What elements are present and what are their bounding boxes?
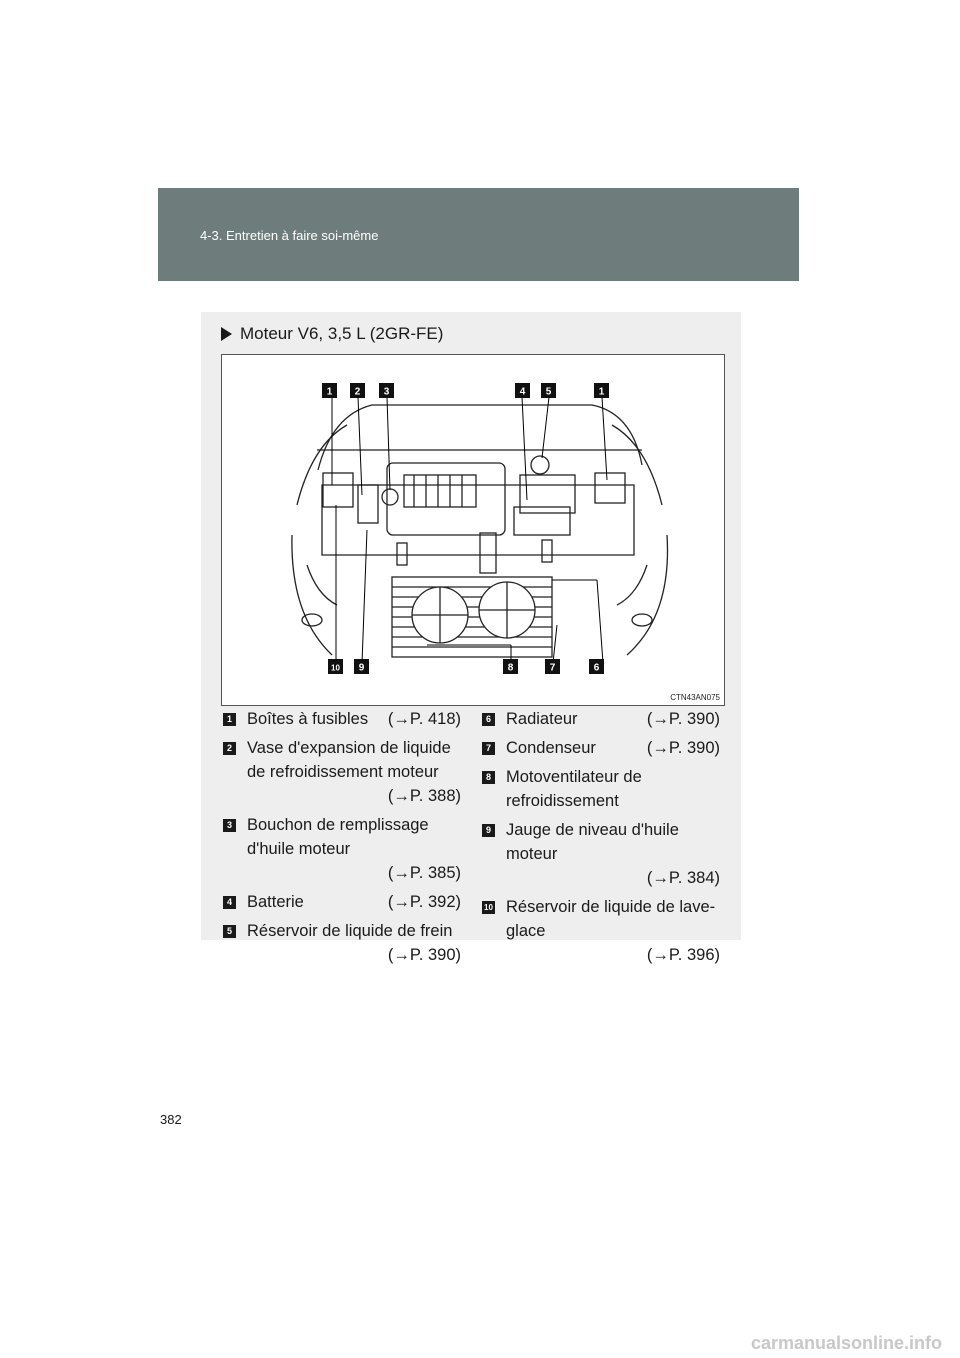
callout-top-6: 1 bbox=[598, 386, 605, 398]
legend-item bbox=[221, 890, 461, 914]
legend-text: Motoventilateur de refroidissement bbox=[506, 768, 642, 810]
callout-top-4: 4 bbox=[519, 386, 526, 398]
page-ref: (→P. 390) bbox=[646, 739, 720, 757]
page-ref: (→P. 390) bbox=[387, 946, 461, 964]
legend-text: Boîtes à fusibles bbox=[247, 710, 369, 728]
page-ref: (→P. 418) bbox=[387, 710, 461, 728]
legend-text: Radiateur bbox=[506, 710, 578, 728]
arrow-right-icon bbox=[221, 327, 232, 341]
callout-top-5: 5 bbox=[545, 386, 552, 398]
legend-text: Batterie bbox=[247, 893, 304, 911]
watermark: carmanualsonline.info bbox=[750, 1333, 942, 1353]
number-badge: 5 bbox=[223, 925, 236, 938]
callout-labels bbox=[322, 383, 609, 674]
page-ref: (→P. 396) bbox=[646, 946, 720, 964]
legend-item bbox=[480, 818, 720, 890]
callout-bottom-6: 6 bbox=[593, 662, 600, 674]
number-badge: 8 bbox=[482, 771, 495, 784]
legend-text: Bouchon de remplissage d'huile moteur bbox=[247, 816, 429, 858]
number-badge: 9 bbox=[482, 824, 495, 837]
number-badge: 4 bbox=[223, 896, 236, 909]
callout-top-1: 1 bbox=[326, 386, 333, 398]
page-ref: (→P. 385) bbox=[387, 864, 461, 882]
number-badge: 10 bbox=[482, 901, 495, 914]
legend-text: Condenseur bbox=[506, 739, 596, 757]
chapter-title: 4-3. Entretien à faire soi-même bbox=[200, 228, 379, 243]
callout-bottom-7: 7 bbox=[549, 662, 556, 674]
legend-item bbox=[221, 813, 461, 885]
figure-code: CTN43AN075 bbox=[670, 693, 720, 702]
legend-item bbox=[480, 765, 720, 813]
callout-top-2: 2 bbox=[354, 386, 361, 398]
number-badge: 6 bbox=[482, 713, 495, 726]
legend-left bbox=[221, 707, 461, 972]
page-ref: (→P. 384) bbox=[646, 869, 720, 887]
callout-bottom-9: 9 bbox=[358, 662, 365, 674]
legend-item bbox=[480, 707, 720, 731]
legend-text: Jauge de niveau d'huile moteur bbox=[506, 821, 679, 863]
legend-right bbox=[480, 707, 720, 972]
page-ref: (→P. 390) bbox=[646, 710, 720, 728]
engine-illustration bbox=[222, 355, 724, 705]
number-badge: 1 bbox=[223, 713, 236, 726]
section-title bbox=[221, 324, 443, 344]
callout-bottom-8: 8 bbox=[507, 662, 514, 674]
legend-item bbox=[480, 736, 720, 760]
page-number: 382 bbox=[160, 1112, 182, 1127]
number-badge: 3 bbox=[223, 819, 236, 832]
legend-text: Réservoir de liquide de frein bbox=[247, 922, 453, 940]
legend-text: Réservoir de liquide de lave-glace bbox=[506, 898, 716, 940]
legend-item bbox=[221, 919, 461, 967]
engine-compartment-panel bbox=[201, 312, 741, 964]
chapter-header-bar bbox=[158, 188, 799, 281]
callout-bottom-10: 10 bbox=[331, 663, 340, 673]
callout-top-3: 3 bbox=[383, 386, 390, 398]
number-badge: 2 bbox=[223, 742, 236, 755]
legend-item bbox=[480, 895, 720, 967]
legend-item bbox=[221, 707, 461, 731]
number-badge: 7 bbox=[482, 742, 495, 755]
engine-diagram bbox=[221, 354, 725, 706]
section-title-text: Moteur V6, 3,5 L (2GR-FE) bbox=[240, 324, 444, 343]
legend-item bbox=[221, 736, 461, 808]
page-ref: (→P. 388) bbox=[387, 787, 461, 805]
page-ref: (→P. 392) bbox=[387, 893, 461, 911]
legend-text: Vase d'expansion de liquide de refroidissement moteur bbox=[247, 739, 451, 781]
